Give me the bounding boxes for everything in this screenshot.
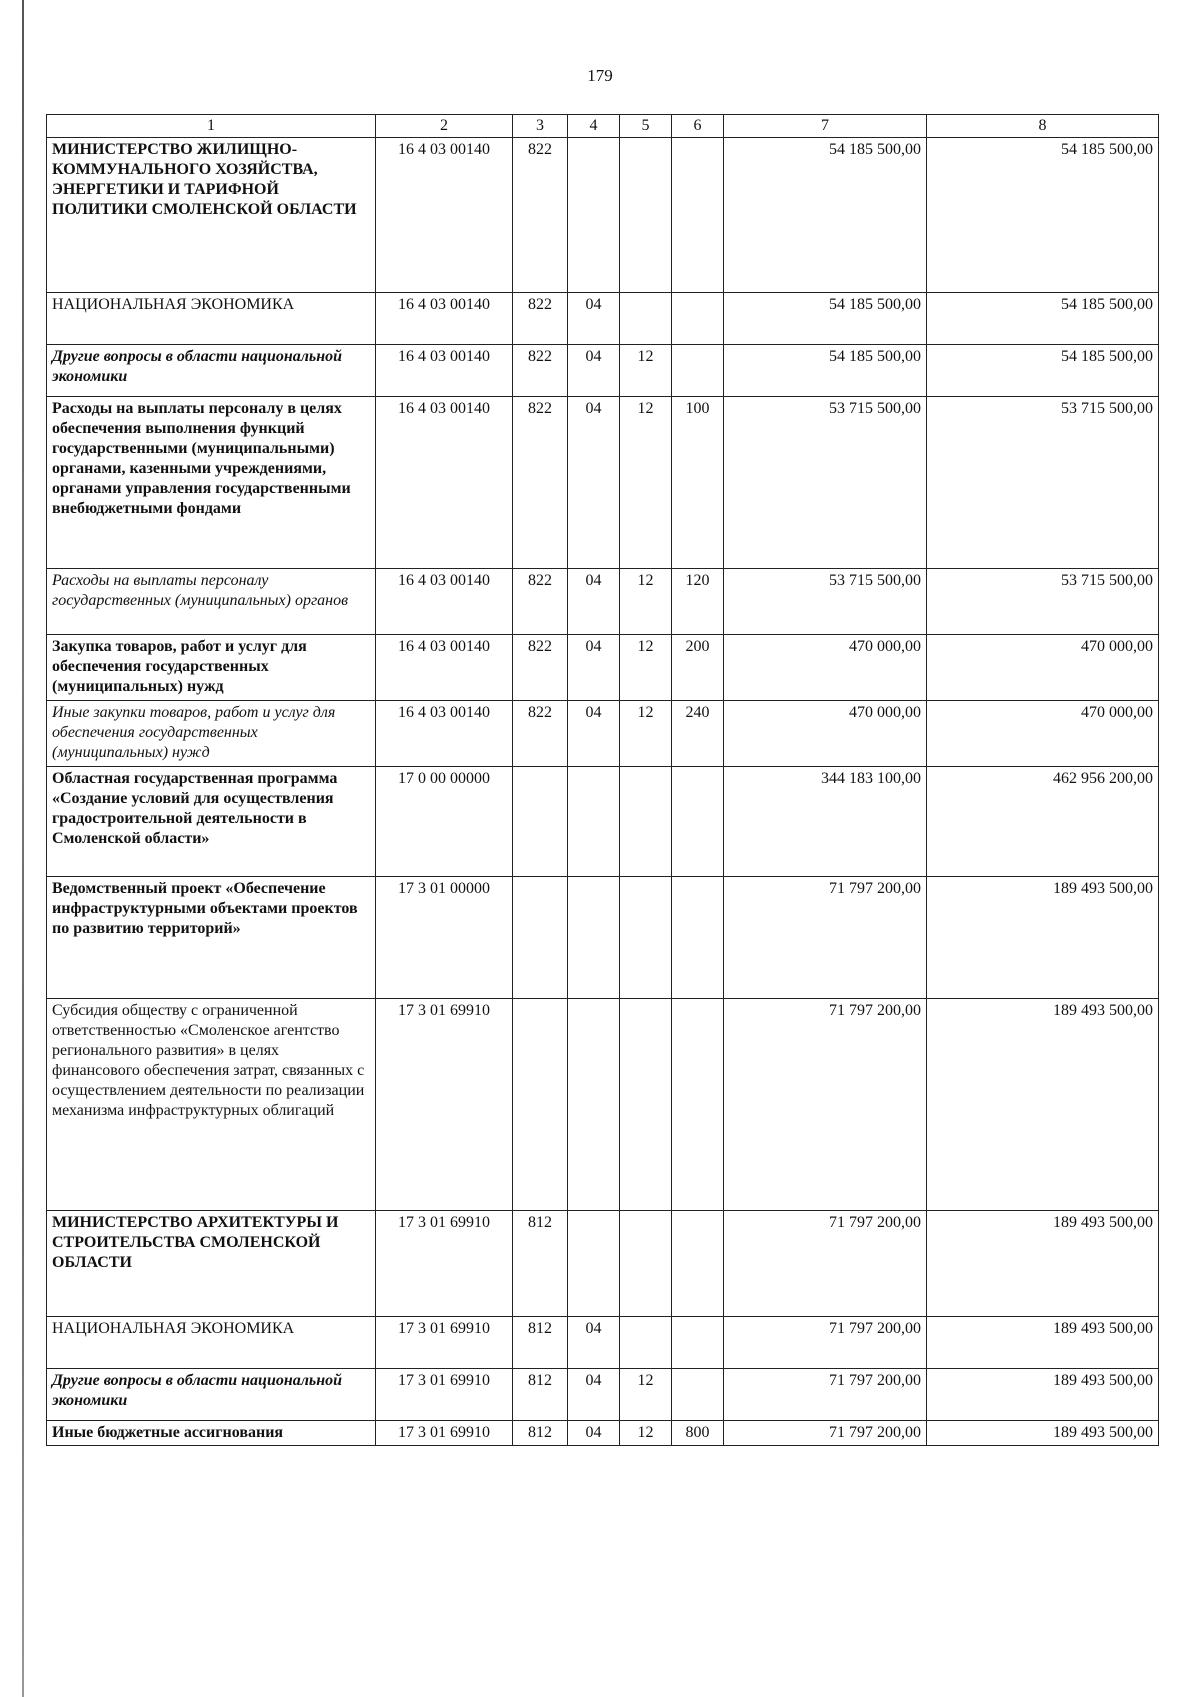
subsection-code-cell: 12 [620,397,672,569]
target-article-cell: 16 4 03 00140 [376,345,513,397]
section-code-cell: 04 [568,345,620,397]
amount-col8-cell: 53 715 500,00 [927,569,1159,635]
expense-type-cell [672,999,724,1211]
amount-col8-cell: 189 493 500,00 [927,1369,1159,1421]
scan-edge-line [22,0,24,1697]
amount-col7-cell: 71 797 200,00 [724,999,927,1211]
subsection-code-cell [620,877,672,999]
subsection-code-cell: 12 [620,569,672,635]
row-name: Расходы на выплаты персоналу государственных (муниципальных) органов [47,569,376,635]
expense-type-cell [672,293,724,345]
row-name: Другие вопросы в области национальной экономики [47,1369,376,1421]
expense-type-cell [672,1317,724,1369]
grbs-code-cell: 822 [513,138,568,293]
target-article-cell: 17 0 00 00000 [376,767,513,877]
grbs-code-cell: 812 [513,1211,568,1317]
budget-table [46,114,1159,1446]
subsection-code-cell: 12 [620,1369,672,1421]
subsection-code-cell [620,767,672,877]
col-header: 5 [620,115,672,138]
section-code-cell [568,138,620,293]
amount-col8-cell: 470 000,00 [927,635,1159,701]
col-header: 6 [672,115,724,138]
subsection-code-cell: 12 [620,345,672,397]
table-row [47,767,1159,877]
amount-col8-cell: 462 956 200,00 [927,767,1159,877]
row-name: Расходы на выплаты персоналу в целях обеспечения выполнения функций государственными (муниципальными) органами, казенными учреждениями, органами управления государственными внебюджетными фондами [47,397,376,569]
table-header-row [47,115,1159,138]
amount-col8-cell: 189 493 500,00 [927,877,1159,999]
subsection-code-cell [620,1317,672,1369]
amount-col7-cell: 54 185 500,00 [724,345,927,397]
subsection-code-cell: 12 [620,635,672,701]
table-row [47,999,1159,1211]
expense-type-cell [672,345,724,397]
table-row [47,1421,1159,1446]
expense-type-cell [672,1211,724,1317]
target-article-cell: 16 4 03 00140 [376,293,513,345]
row-name: Иные бюджетные ассигнования [47,1421,376,1446]
row-name: Областная государственная программа «Создание условий для осуществления градостроительной деятельности в Смоленской области» [47,767,376,877]
section-code-cell: 04 [568,293,620,345]
amount-col7-cell: 71 797 200,00 [724,1317,927,1369]
section-code-cell: 04 [568,1421,620,1446]
target-article-cell: 17 3 01 69910 [376,1317,513,1369]
amount-col7-cell: 71 797 200,00 [724,877,927,999]
section-code-cell [568,999,620,1211]
row-name: МИНИСТЕРСТВО АРХИТЕКТУРЫ И СТРОИТЕЛЬСТВА СМОЛЕНСКОЙ ОБЛАСТИ [47,1211,376,1317]
grbs-code-cell: 822 [513,345,568,397]
table-row [47,345,1159,397]
section-code-cell [568,1211,620,1317]
section-code-cell: 04 [568,701,620,767]
grbs-code-cell: 812 [513,1421,568,1446]
section-code-cell: 04 [568,1317,620,1369]
row-name: Другие вопросы в области национальной экономики [47,345,376,397]
amount-col7-cell: 71 797 200,00 [724,1369,927,1421]
amount-col7-cell: 344 183 100,00 [724,767,927,877]
expense-type-cell: 240 [672,701,724,767]
amount-col7-cell: 470 000,00 [724,635,927,701]
col-header: 4 [568,115,620,138]
subsection-code-cell [620,293,672,345]
amount-col7-cell: 53 715 500,00 [724,397,927,569]
table-row [47,1317,1159,1369]
col-header: 8 [927,115,1159,138]
grbs-code-cell: 812 [513,1317,568,1369]
target-article-cell: 16 4 03 00140 [376,569,513,635]
expense-type-cell [672,1369,724,1421]
row-name: Закупка товаров, работ и услуг для обеспечения государственных (муниципальных) нужд [47,635,376,701]
subsection-code-cell [620,138,672,293]
col-header: 2 [376,115,513,138]
target-article-cell: 16 4 03 00140 [376,701,513,767]
amount-col7-cell: 470 000,00 [724,701,927,767]
grbs-code-cell: 822 [513,397,568,569]
amount-col7-cell: 53 715 500,00 [724,569,927,635]
amount-col8-cell: 54 185 500,00 [927,345,1159,397]
section-code-cell: 04 [568,1369,620,1421]
expense-type-cell [672,138,724,293]
col-header: 1 [47,115,376,138]
section-code-cell [568,767,620,877]
expense-type-cell: 120 [672,569,724,635]
grbs-code-cell [513,999,568,1211]
table-row [47,877,1159,999]
row-name: Субсидия обществу с ограниченной ответственностью «Смоленское агентство регионального развития» в целях финансового обеспечения затрат, связанных с осуществлением деятельности по реализации механизма инфраструктурных облигаций [47,999,376,1211]
section-code-cell [568,877,620,999]
amount-col8-cell: 189 493 500,00 [927,1317,1159,1369]
section-code-cell: 04 [568,569,620,635]
table-row [47,701,1159,767]
table-row [47,569,1159,635]
grbs-code-cell: 822 [513,701,568,767]
target-article-cell: 17 3 01 69910 [376,999,513,1211]
target-article-cell: 17 3 01 69910 [376,1369,513,1421]
row-name: НАЦИОНАЛЬНАЯ ЭКОНОМИКА [47,1317,376,1369]
table-row [47,293,1159,345]
expense-type-cell: 100 [672,397,724,569]
grbs-code-cell [513,877,568,999]
grbs-code-cell: 822 [513,569,568,635]
amount-col8-cell: 54 185 500,00 [927,293,1159,345]
amount-col7-cell: 54 185 500,00 [724,293,927,345]
target-article-cell: 17 3 01 69910 [376,1421,513,1446]
row-name: Ведомственный проект «Обеспечение инфраструктурными объектами проектов по развитию территорий» [47,877,376,999]
amount-col8-cell: 189 493 500,00 [927,999,1159,1211]
subsection-code-cell [620,1211,672,1317]
row-name: НАЦИОНАЛЬНАЯ ЭКОНОМИКА [47,293,376,345]
amount-col8-cell: 53 715 500,00 [927,397,1159,569]
target-article-cell: 16 4 03 00140 [376,397,513,569]
col-header: 3 [513,115,568,138]
subsection-code-cell: 12 [620,1421,672,1446]
grbs-code-cell [513,767,568,877]
table-row [47,1369,1159,1421]
amount-col8-cell: 470 000,00 [927,701,1159,767]
row-name: МИНИСТЕРСТВО ЖИЛИЩНО-КОММУНАЛЬНОГО ХОЗЯЙСТВА, ЭНЕРГЕТИКИ И ТАРИФНОЙ ПОЛИТИКИ СМОЛЕНСКОЙ ОБЛАСТИ [47,138,376,293]
target-article-cell: 16 4 03 00140 [376,635,513,701]
expense-type-cell [672,877,724,999]
target-article-cell: 16 4 03 00140 [376,138,513,293]
section-code-cell: 04 [568,397,620,569]
expense-type-cell [672,767,724,877]
section-code-cell: 04 [568,635,620,701]
expense-type-cell: 200 [672,635,724,701]
amount-col8-cell: 189 493 500,00 [927,1421,1159,1446]
table-row [47,397,1159,569]
amount-col7-cell: 71 797 200,00 [724,1211,927,1317]
target-article-cell: 17 3 01 69910 [376,1211,513,1317]
subsection-code-cell: 12 [620,701,672,767]
amount-col8-cell: 54 185 500,00 [927,138,1159,293]
table-row [47,138,1159,293]
page-number: 179 [587,66,613,85]
subsection-code-cell [620,999,672,1211]
col-header: 7 [724,115,927,138]
amount-col7-cell: 54 185 500,00 [724,138,927,293]
amount-col8-cell: 189 493 500,00 [927,1211,1159,1317]
grbs-code-cell: 812 [513,1369,568,1421]
table-row [47,1211,1159,1317]
target-article-cell: 17 3 01 00000 [376,877,513,999]
table-row [47,635,1159,701]
grbs-code-cell: 822 [513,293,568,345]
row-name: Иные закупки товаров, работ и услуг для обеспечения государственных (муниципальных) нужд [47,701,376,767]
expense-type-cell: 800 [672,1421,724,1446]
grbs-code-cell: 822 [513,635,568,701]
amount-col7-cell: 71 797 200,00 [724,1421,927,1446]
